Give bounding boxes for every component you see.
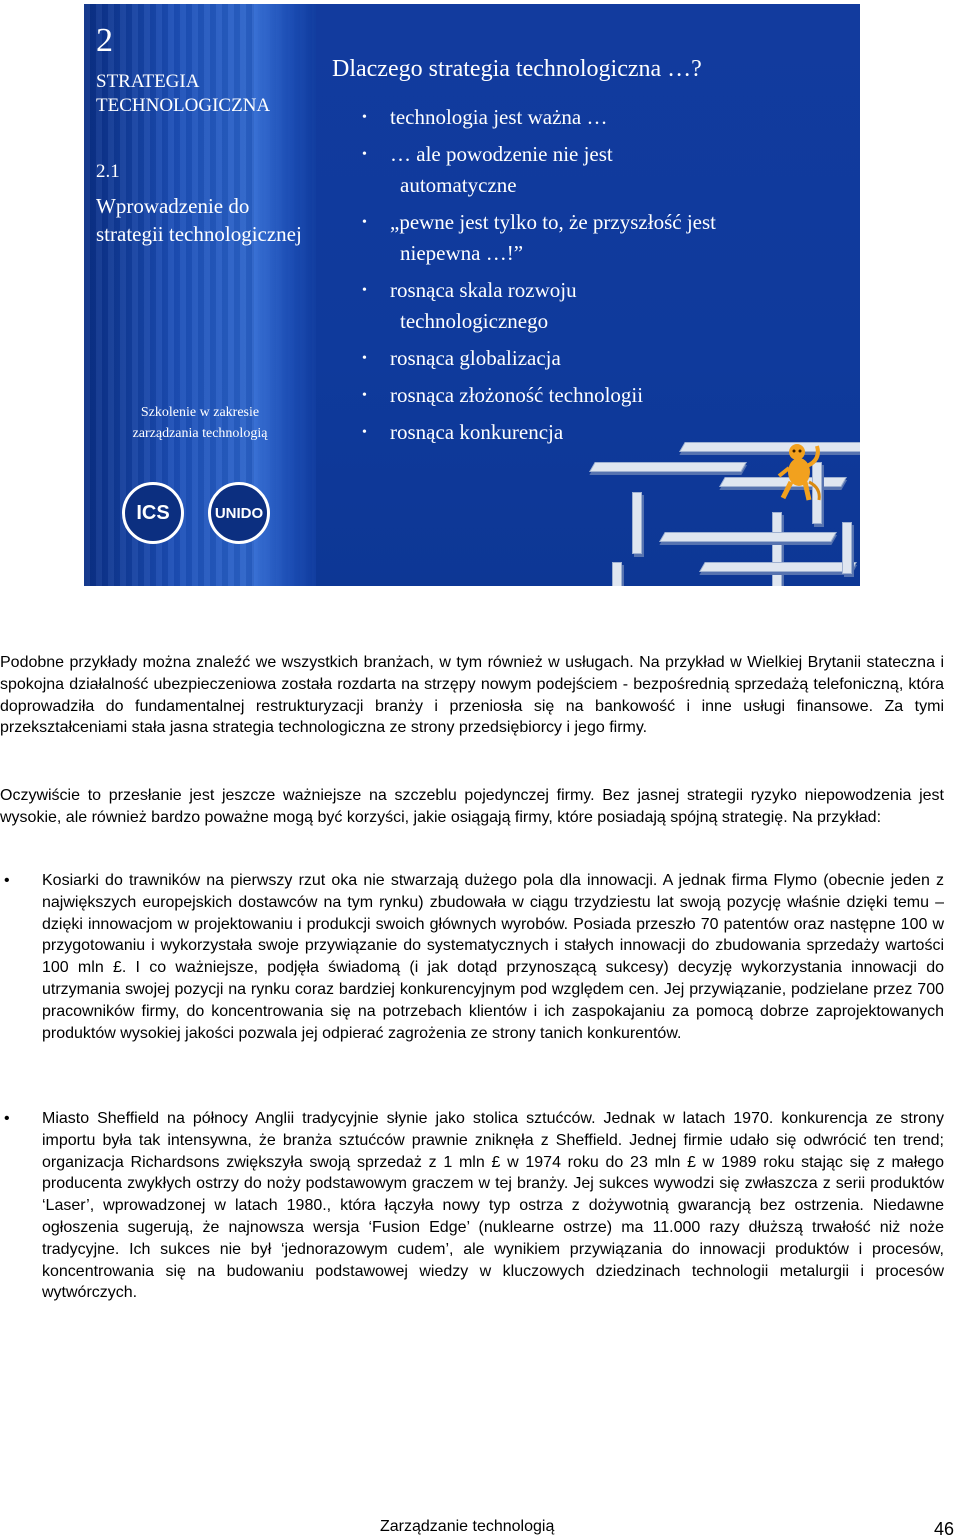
chapter-number: 2 — [96, 22, 113, 59]
chapter-title: STRATEGIA TECHNOLOGICZNA — [96, 71, 271, 116]
slide-bullet — [362, 102, 716, 133]
unido-logo: UNIDO — [208, 482, 270, 544]
slide-sidebar — [84, 4, 316, 586]
section-title: Wprowadzenie do strategii technologicznej — [96, 194, 302, 246]
example-text: Miasto Sheffield na północy Anglii tradycyjnie słynie jako stolica sztućców. Jednak w latach 1970. konkurencja ze strony importu była tak intensywna, że branża sztućców prawnie zniknęła z Sheffield. Jednej firmie udało się odwrócić ten trend; organizacja Richardsons zwiększyła swoją sprzedaż z 1 mln £ w 1974 roku do 23 mln £ w 1989 roku stając się z małego producenta zwykłych ostrzy do noży podstawowym graczem w tej branży. Jej sukces wywodzi się zwłaszcza z serii produktów ‘Laser’, wprowadzonej w latach 1980., która łączyła nowy typ ostrza z dożywotnią gwarancją bez ostrzenia. Niedawne ogłoszenia sugerują, że najnowsza wersja ‘Fusion Edge’ (nuklearne ostrze) ma 11.000 razy dłuższą trwałość niż noże tradycyjne. Ich sukces nie był ‘jednorazowym cudem’, ale wynikiem przywiązania do innowacji produktów i procesów, koncentrowania się na budowaniu podstawowej wiedzy w kluczowych dziedzinach technologii metalurgii i procesów wytwórczych. — [42, 1110, 944, 1302]
paragraph: Podobne przykłady można znaleźć we wszystkich branżach, w tym również w usługach. Na przykład w Wielkiej Brytanii stateczna i spokojna działalność ubezpieczeniowa została rozdarta na strzępy nowym podejściem - bezpośrednią sprzedażą telefoniczną, która doprowadziła do fundamentalnej restrukturyzacji branży i przeniosła się na bankowość i inne usługi finansowe. Za tymi przekształceniami stała jasna strategia technologiczna ze strony przedsiębiorcy i jego firmy. — [0, 654, 944, 737]
slide-heading: Dlaczego strategia technologiczna …? — [332, 56, 702, 82]
slide-bullet-text: rosnąca złożoność technologii — [390, 383, 644, 407]
slide-bullet — [362, 207, 716, 269]
slide-bullet-continuation: technologicznego — [400, 309, 549, 333]
slide-bullet — [362, 380, 716, 411]
slide-bullet-text: rosnąca skala rozwoju — [390, 278, 577, 302]
slide-bullet-text: technologia jest ważna … — [390, 105, 608, 129]
training-caption — [84, 402, 316, 444]
slide-bullet-text: rosnąca konkurencja — [390, 420, 564, 444]
monkey-icon — [777, 442, 825, 504]
slide-bullet — [362, 275, 716, 337]
slide-bullet-text: … ale powodzenie nie jest — [390, 142, 613, 166]
slide-image — [84, 4, 860, 586]
footer-title: Zarządzanie technologią — [380, 1518, 555, 1535]
slide-bullet-text: rosnąca globalizacja — [390, 346, 561, 370]
slide-bullet-continuation: automatyczne — [400, 173, 517, 197]
ics-logo: ICS — [122, 482, 184, 544]
slide-bullet — [362, 139, 716, 201]
slide-bullet-list — [362, 102, 716, 454]
slide-bullet — [362, 343, 716, 374]
section-number: 2.1 — [96, 161, 120, 182]
slide-bullet-text: „pewne jest tylko to, że przyszłość jest — [390, 210, 716, 234]
paragraph: Oczywiście to przesłanie jest jeszcze ważniejsze na szczeblu pojedynczej firmy. Bez jasnej strategii ryzyko niepowodzenia jest wysokie, ale również bardzo poważne mogą być korzyści, jakie osiągają firmy, które posiadają spójną strategię. Na przykład: — [0, 787, 944, 826]
bullet-marker: • — [4, 872, 10, 889]
training-line-1: Szkolenie w zakresie — [140, 405, 260, 420]
bullet-marker: • — [4, 1110, 10, 1127]
page-number: 46 — [934, 1519, 955, 1539]
example-text: Kosiarki do trawników na pierwszy rzut oka nie stwarzają dużego pola dla innowacji. A jednak firma Flymo (obecnie jeden z największych europejskich dostawców na tym rynku) zbudowała w ciągu trzydziestu lat swoją pozycję właśnie dzięki temu – dzięki innowacjom w projektowaniu i produkcji swoich głównych wyrobów. Posiada przeszło 70 patentów oraz następne 100 w przygotowaniu i wykorzystała swoje przywiązanie do systematycznych i stałych innowacji do zbudowania sprzedaży wartości 100 mln £. I co ważniejsze, podjęła świadomą (i jak dotąd przynoszącą sukcesy) decyzję wykorzystania innowacji do utrzymania swojej pozycji na rynku coraz bardziej konkurencyjnym pod względem cen. Jej przywiązanie, podzielane przez 700 pracowników firmy, do koncentrowania się na potrzebach klientów i ich zaspokajaniu za pomocą dobrze zaprojektowanych produktów wysokiej jakości pozwala jej odpierać zagrożenia ze strony tanich konkurentów. — [42, 872, 944, 1042]
slide-bullet-continuation: niepewna …!” — [400, 241, 524, 265]
training-line-2: zarządzania technologią — [132, 426, 268, 441]
